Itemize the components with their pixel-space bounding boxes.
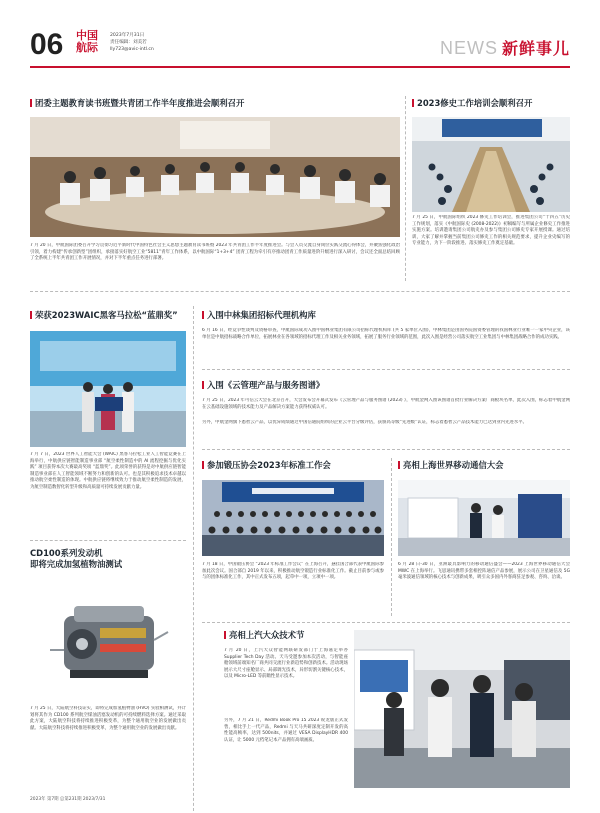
article-2-title-text: 2023修史工作培训会顺利召开: [417, 98, 533, 108]
section-label-cn: 新鲜事儿: [501, 39, 570, 58]
article-3-body: 7 月 7 日，2023 世界人工智能大会 (WAIC) 黑客马拉松工业人工智能竞赛在上海举行，中航供应链智能制造事业部 “航空柔性制造中的 AI 流程挖掘与优化实践” 项目获得本次大赛最高奖项 “蓝鼎奖”。此项荣誉的获得是对中航供应链智能制造事业部在人工智能领域不断努力和创新的认可。也是其积极追求技术卓越以推动航空柔性制造的体现。中航供应链将继续致力于推动航空柔性制造的发展，为航空制造数智化转型升级和高质量可持续发展贡献力量。: [30, 452, 186, 490]
section-divider: [202, 622, 570, 623]
page-number: 06: [30, 28, 64, 61]
logo: [76, 30, 102, 54]
article-6-title: [202, 460, 331, 471]
section-label: [440, 36, 570, 59]
title-bar-icon: [202, 461, 204, 469]
article-7-title-text: 亮相上海世界移动通信大会: [403, 460, 504, 470]
article-7-photo: [398, 480, 570, 556]
section-divider: [30, 540, 186, 541]
article-2-photo: [412, 117, 570, 212]
article-8-body: 7 月 25 日，大陆航空科技证实，即将完成加氢植物油 (HVO) 实验相测试，并计划将其作为 CD100 系列航空煤油活塞发动机的可持续燃料选择方案。通过采取此方案，大陆航空科技将持续推进积极变革，为整个通用航空业的发展做出贡献。大陆航空科技将持续推进积极变革，为整个通用航空业的发展做出贡献。: [30, 706, 186, 731]
article-7-body: 6 月 28 日-30 日，亚洲最具影响力的移动通信盛会——2023 上海世界移动通信大会 MWC 在上海举行。飞思通讯携带多套相控阵通信产品参展，展示公司在卫星通信及 5G 毫米波通信领域的核心技术与创新成果，吸引众多国内外客商驻足参观、咨询、洽谈。: [398, 562, 570, 581]
article-3-title: [30, 310, 178, 321]
logo-line-1: 中国: [76, 29, 98, 42]
article-6-body: 7 月 18 日，中国锻压协会 “2023 年标准工作会议” 在上海召开，悬挂国合部代表中航国际参加此次会议。国合部自 2019 年以来，积极推动航空锻造行业标准化工作。截止目前参与或参与的团体标准化工作，其中正式发布五项，起草中一项，立项中一项。: [202, 562, 384, 581]
article-8-title-line-1: CD100系列发动机: [30, 548, 103, 558]
section-divider: [202, 449, 570, 450]
article-1-title-text: 团委主题教育读书班暨共青团工作半年度推进会顺利召开: [35, 98, 245, 108]
section-label-en: NEWS: [439, 38, 498, 58]
title-bar-icon: [30, 99, 32, 107]
issue-date: 2023年7月31日: [110, 33, 145, 38]
article-3-photo: [30, 331, 186, 447]
editor-email: lly723@avic-intl.cn: [110, 47, 154, 52]
title-bar-icon: [224, 631, 226, 639]
article-4-body: 6 月 16 日，经竞争性谈判及资格审查，中航国际成功入围中国林业集团有限公司招标代理机构库 (共 5 家单位入围)，中林集团是由国务院国资委管理的我国林业行业唯一一家中央企业，该单位是中航招标战略合作单位，拓展林业在各领域的招标代理工作及相关业务领域，拓展了服务行业领域的范围，此次入围是经营公司落实航空工业集团与中林集团战略合作的成功实践。: [202, 328, 570, 340]
footer-issue: 2023年 第7期 总第231期 2023/7/31: [30, 797, 106, 802]
article-8-photo: [30, 580, 186, 700]
logo-line-2: 航际: [76, 41, 98, 54]
article-6-photo: [202, 480, 384, 556]
article-1-title: [30, 98, 244, 109]
article-9-title: [224, 630, 304, 641]
article-7-title: [398, 460, 504, 471]
article-9-title-text: 亮相上汽大众技术节: [229, 630, 305, 640]
title-bar-icon: [412, 99, 414, 107]
article-5-body-1: 7 月 25 日，2023 年可信云大会在北京召开，大会发布会开幕式发布《云管理产品与服务图谱 (2023) 》，中航金网入围该图谱首批行业解决方案厂商板块名单，此次入围，标志着中航金网在云基础设施领域的技术能力及产品解决方案能力获得权威认可。: [202, 398, 570, 410]
article-5-title: [202, 380, 324, 391]
article-8-title: [30, 548, 122, 570]
section-divider: [30, 291, 570, 292]
article-3-title-text: 荣获2023WAIC黑客马拉松“蓝鼎奖”: [35, 310, 178, 320]
editor-name: 责任编辑：刘美若: [110, 40, 147, 45]
article-5-title-text: 入围《云管理产品与服务图谱》: [207, 380, 325, 390]
column-divider: [405, 96, 406, 281]
article-1-photo: [30, 117, 400, 237]
article-2-title: [412, 98, 532, 109]
article-9-photo: [354, 630, 570, 788]
column-divider-left: [193, 306, 194, 813]
article-4-title-text: 入围中林集团招标代理机构库: [207, 310, 316, 320]
section-divider: [202, 369, 570, 370]
title-bar-icon: [202, 311, 204, 319]
article-6-title-text: 参加锻压协会2023年标准工作会: [207, 460, 331, 470]
column-divider-right: [391, 458, 392, 616]
article-4-title: [202, 310, 316, 321]
article-8-title-line-2: 即将完成加氢植物油测试: [30, 559, 123, 569]
header-meta: [110, 32, 154, 53]
title-bar-icon: [30, 311, 32, 319]
article-9-body-2: 另外，7 月 21 日，Redmi Book Pro 15 2023 锐龙版正式发售，相比手上一代产品，Redmi 与天马共研深度定制开发的高性能高帧率，达到 500nits，并通过 VESA DisplayHDR 400 认证，让 5000 元档笔记本产品拥有高端画质。: [224, 718, 348, 743]
article-1-body: 7 月 20 日，中航国际团委召开学习贯彻习近平新时代中国特色社会主义思想主题教育读书班暨 2023 年共青团工作半年度推进会。与会人员交流自身岗位实践交流心得体会，并聚焦强化政治引领，着力构建“传承创新型”团组织，承接落实好航空工业“5811”青年工作体系，以中航国际“1+3+4” 团青工程为牵引有序推动团青工作质量进阶升级进行深入研讨，会议还全面总结回顾了全系统上半年共青团工作开展情况，并对下半年重点任务进行部署。: [30, 243, 400, 262]
article-2-body: 7 月 25 日，中航国际组织 2023 修史工作培训会，推进集团公司“十四五”历史工作规划，落实《中航国际史 (2008-2022)》初稿编写与所属企业修史工作推进实施方案。培训邀请集团公司航史办及参与集团公司修史专家开展授课。通过培训，大家了解并掌握当前集团公司修史工作的相关规范要求，提升企业史编写的专业能力，为下一阶段推进、落实修史工作奠定基础。: [412, 215, 570, 247]
header-rule: [30, 66, 570, 68]
title-bar-icon: [398, 461, 400, 469]
article-5-body-2: 另外，中航金网旗下悉智云产品，以优异成绩通过中国信通院组织的企业云平台分级评估，获颁高等级“先进级”认证，标志着悉智云产品技术能力已达到业内先进水平。: [202, 420, 528, 425]
title-bar-icon: [202, 381, 204, 389]
article-9-body-1: 7 月 20 日，上汽大众智能网联研发部门于上海嘉定举办 Supplier Tech Day 活动。天马受邀参加本次活动，与智能座舱领域前端知名厂商共同交流行业新趋势和创新技术。活动现场展示大尺寸座舱显示、局部调光技术，异形切割关键核心技术，以及 Micro-LED 等前瞻性显示技术。: [224, 648, 348, 680]
